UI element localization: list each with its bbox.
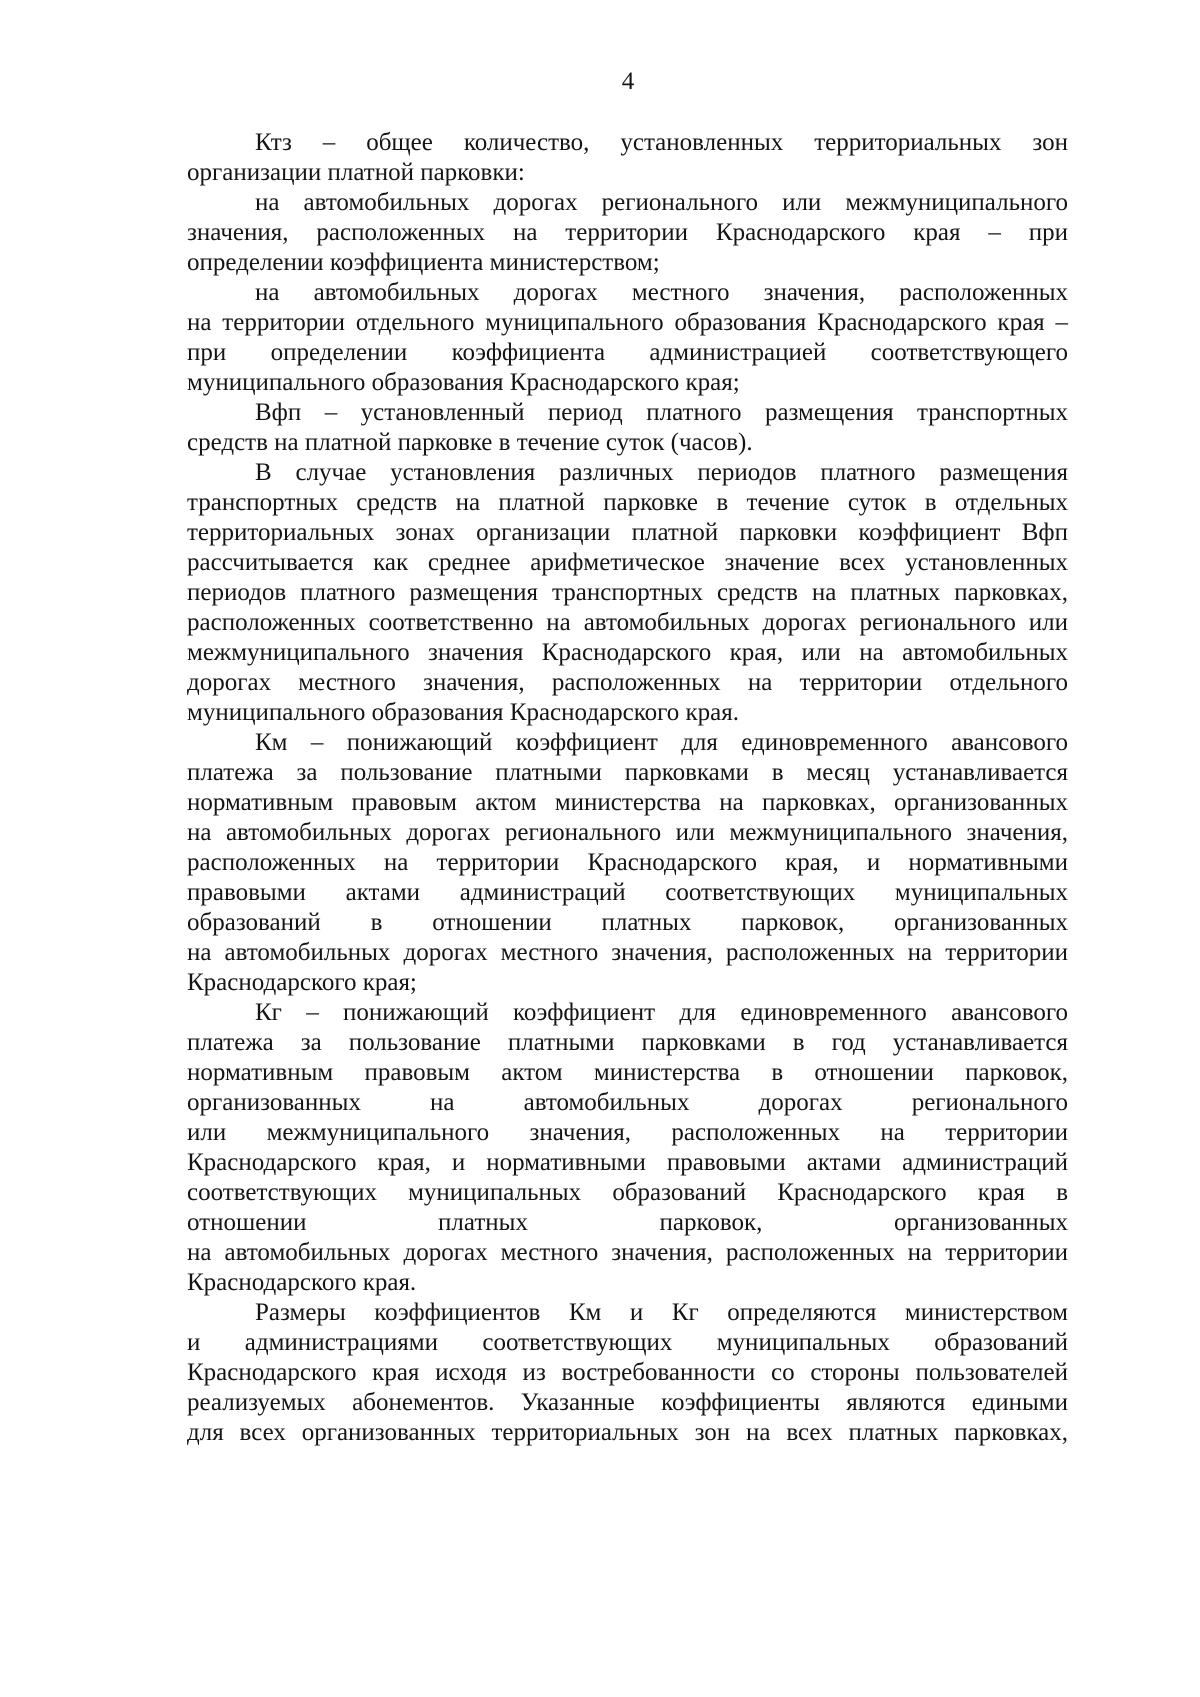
paragraph-ktz-local-roads — [187, 278, 1068, 398]
text-line: Размеры коэффициентов Км и Кг определяются министерством — [255, 1299, 1068, 1326]
paragraph-ktz — [187, 128, 1068, 188]
text-line: расположенных соответственно на автомобильных дорогах регионального или — [187, 609, 1068, 636]
text-line: Кг – понижающий коэффициент для единовременного авансового — [255, 999, 1068, 1026]
text-line: на автомобильных дорогах местного значения, расположенных на территории — [187, 1239, 1068, 1266]
paragraph-ktz-regional-roads — [187, 188, 1068, 278]
text-line: организации платной парковки: — [187, 159, 525, 186]
paragraph-coefficient-sizes — [187, 1298, 1068, 1448]
text-line: периодов платного размещения транспортных средств на платных парковках, — [187, 579, 1068, 606]
text-line: В случае установления различных периодов платного размещения — [255, 459, 1068, 486]
text-line: платежа за пользование платными парковками в месяц устанавливается — [187, 759, 1068, 786]
paragraph-vfp-calculation — [187, 458, 1068, 728]
text-line: образований в отношении платных парковок, организованных — [187, 909, 1068, 936]
text-line: для всех организованных территориальных зон на всех платных парковках, — [187, 1419, 1068, 1446]
text-line: рассчитывается как среднее арифметическое значение всех установленных — [187, 549, 1068, 576]
text-line: расположенных на территории Краснодарского края, и нормативными — [187, 849, 1068, 876]
document-body — [187, 128, 1068, 1448]
text-line: соответствующих муниципальных образований Краснодарского края в — [187, 1179, 1068, 1206]
text-line: Ктз – общее количество, установленных территориальных зон — [255, 129, 1068, 156]
text-line: территориальных зонах организации платной парковки коэффициент Вфп — [187, 519, 1068, 546]
text-line: на автомобильных дорогах регионального или межмуниципального значения, — [187, 819, 1068, 846]
text-line: на автомобильных дорогах регионального или межмуниципального — [255, 189, 1068, 216]
paragraph-kg — [187, 998, 1068, 1298]
text-line: организованных на автомобильных дорогах регионального — [187, 1089, 1068, 1116]
text-line: определении коэффициента министерством; — [187, 249, 660, 276]
text-line: транспортных средств на платной парковке в течение суток в отдельных — [187, 489, 1068, 516]
page-number: 4 — [621, 68, 635, 95]
text-line: на территории отдельного муниципального образования Краснодарского края – — [187, 309, 1068, 336]
text-line: значения, расположенных на территории Краснодарского края – при — [187, 219, 1068, 246]
text-line: Вфп – установленный период платного размещения транспортных — [255, 399, 1068, 426]
text-line: нормативным правовым актом министерства в отношении парковок, — [187, 1059, 1068, 1086]
text-line: на автомобильных дорогах местного значения, расположенных на территории — [187, 939, 1068, 966]
text-line: правовыми актами администраций соответствующих муниципальных — [187, 879, 1068, 906]
text-line: или межмуниципального значения, расположенных на территории — [187, 1119, 1068, 1146]
text-line: отношении платных парковок, организованных — [187, 1209, 1068, 1236]
text-line: муниципального образования Краснодарского края. — [187, 699, 739, 726]
text-line: нормативным правовым актом министерства на парковках, организованных — [187, 789, 1068, 816]
text-line: дорогах местного значения, расположенных на территории отдельного — [187, 669, 1068, 696]
text-line: и администрациями соответствующих муниципальных образований — [187, 1329, 1068, 1356]
paragraph-vfp — [187, 398, 1068, 458]
text-line: реализуемых абонементов. Указанные коэффициенты являются едиными — [187, 1389, 1068, 1416]
text-line: Краснодарского края; — [187, 969, 417, 996]
paragraph-km — [187, 728, 1068, 998]
text-line: Краснодарского края исходя из востребованности со стороны пользователей — [187, 1359, 1068, 1386]
text-line: Краснодарского края. — [187, 1269, 417, 1296]
text-line: муниципального образования Краснодарского края; — [187, 369, 740, 396]
text-line: на автомобильных дорогах местного значения, расположенных — [255, 279, 1068, 306]
text-line: при определении коэффициента администрацией соответствующего — [187, 339, 1068, 366]
text-line: Км – понижающий коэффициент для единовременного авансового — [255, 729, 1068, 756]
text-line: платежа за пользование платными парковками в год устанавливается — [187, 1029, 1068, 1056]
text-line: средств на платной парковке в течение суток (часов). — [187, 429, 753, 456]
text-line: межмуниципального значения Краснодарского края, или на автомобильных — [187, 639, 1068, 666]
text-line: Краснодарского края, и нормативными правовыми актами администраций — [187, 1149, 1068, 1176]
